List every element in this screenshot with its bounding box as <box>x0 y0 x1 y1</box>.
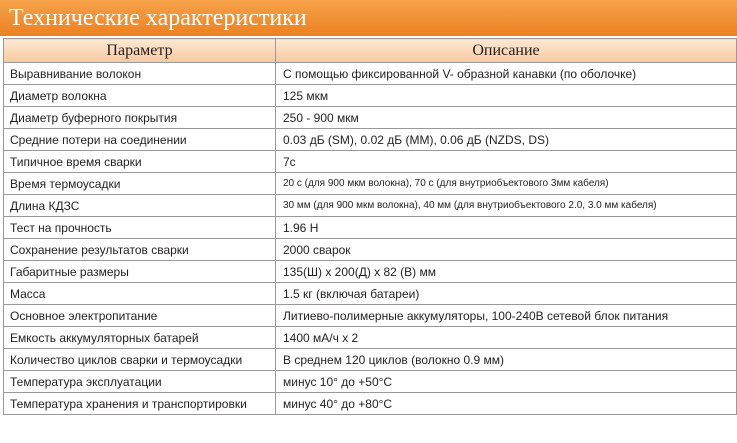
param-cell: Масса <box>4 283 276 305</box>
desc-cell: 1400 мА/ч x 2 <box>276 327 737 349</box>
desc-cell: 135(Ш) x 200(Д) x 82 (В) мм <box>276 261 737 283</box>
table-row <box>4 327 737 349</box>
desc-cell: 20 с (для 900 мкм волокна), 70 с (для внутриобъектового 3мм кабеля) <box>276 173 737 195</box>
desc-cell: минус 40° до +80°C <box>276 393 737 415</box>
column-header-param: Параметр <box>4 39 276 63</box>
table-row <box>4 195 737 217</box>
desc-cell: 7с <box>276 151 737 173</box>
table-body <box>4 63 737 415</box>
table-row <box>4 129 737 151</box>
param-cell: Емкость аккумуляторных батарей <box>4 327 276 349</box>
table-row <box>4 107 737 129</box>
desc-cell: Литиево-полимерные аккумуляторы, 100-240В сетевой блок питания <box>276 305 737 327</box>
desc-cell: 1.96 Н <box>276 217 737 239</box>
param-cell: Средние потери на соединении <box>4 129 276 151</box>
table-row <box>4 261 737 283</box>
table-header <box>4 39 737 63</box>
desc-cell: минус 10° до +50°C <box>276 371 737 393</box>
param-cell: Количество циклов сварки и термоусадки <box>4 349 276 371</box>
param-cell: Габаритные размеры <box>4 261 276 283</box>
table-row <box>4 63 737 85</box>
table-row <box>4 151 737 173</box>
param-cell: Типичное время сварки <box>4 151 276 173</box>
param-cell: Диаметр волокна <box>4 85 276 107</box>
param-cell: Время термоусадки <box>4 173 276 195</box>
param-cell: Диаметр буферного покрытия <box>4 107 276 129</box>
table-row <box>4 173 737 195</box>
header-row <box>4 39 737 63</box>
param-cell: Тест на прочность <box>4 217 276 239</box>
desc-cell: 250 - 900 мкм <box>276 107 737 129</box>
desc-cell: 0.03 дБ (SM), 0.02 дБ (MM), 0.06 дБ (NZDS, DS) <box>276 129 737 151</box>
desc-cell: 125 мкм <box>276 85 737 107</box>
table-row <box>4 393 737 415</box>
page-title: Технические характеристики <box>0 0 737 36</box>
table-row <box>4 217 737 239</box>
table-row <box>4 371 737 393</box>
param-cell: Основное электропитание <box>4 305 276 327</box>
desc-cell: В среднем 120 циклов (волокно 0.9 мм) <box>276 349 737 371</box>
desc-cell: 30 мм (для 900 мкм волокна), 40 мм (для внутриобъектового 2.0, 3.0 мм кабеля) <box>276 195 737 217</box>
param-cell: Сохранение результатов сварки <box>4 239 276 261</box>
table-row <box>4 305 737 327</box>
param-cell: Температура эксплуатации <box>4 371 276 393</box>
param-cell: Температура хранения и транспортировки <box>4 393 276 415</box>
param-cell: Длина КДЗС <box>4 195 276 217</box>
table-row <box>4 283 737 305</box>
table-row <box>4 349 737 371</box>
desc-cell: С помощью фиксированной V- образной канавки (по оболочке) <box>276 63 737 85</box>
param-cell: Выравнивание волокон <box>4 63 276 85</box>
table-row <box>4 239 737 261</box>
spec-table <box>3 38 737 415</box>
column-header-desc: Описание <box>276 39 737 63</box>
desc-cell: 1.5 кг (включая батареи) <box>276 283 737 305</box>
desc-cell: 2000 сварок <box>276 239 737 261</box>
table-row <box>4 85 737 107</box>
